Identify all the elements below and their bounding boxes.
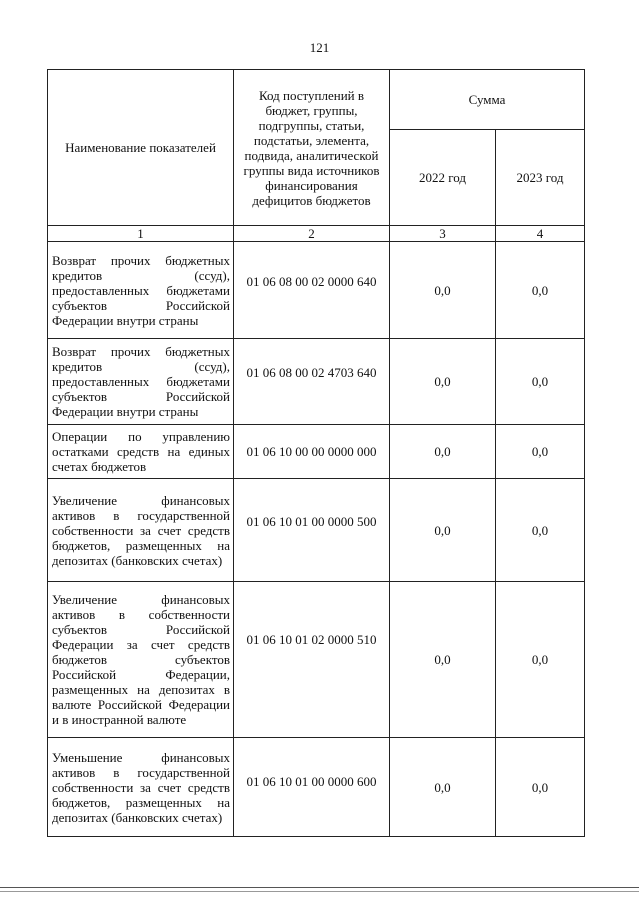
row-code: 01 06 10 01 02 0000 510 [234,582,390,738]
column-number-3: 3 [390,226,496,242]
scan-edge-line [0,891,639,892]
table-row [48,242,585,339]
table-row [48,582,585,738]
table-row [48,425,585,479]
row-value-2023: 0,0 [496,242,585,339]
row-value-2023: 0,0 [496,738,585,837]
page-number: 121 [309,40,330,55]
row-name: Операции по управлению остатками средств на единых счетах бюджетов [48,425,234,479]
header-sum-column: Сумма [390,70,585,130]
row-value-2023: 0,0 [496,425,585,479]
row-name: Возврат прочих бюджетных кредитов (ссуд), предоставленных бюджетами субъектов Российской Федерации внутри страны [48,242,234,339]
column-number-row [48,226,585,242]
row-value-2022: 0,0 [390,582,496,738]
row-value-2023: 0,0 [496,479,585,582]
row-name: Возврат прочих бюджетных кредитов (ссуд), предоставленных бюджетами субъектов Российской Федерации внутри страны [48,339,234,425]
column-number-4: 4 [496,226,585,242]
row-value-2022: 0,0 [390,242,496,339]
header-row-1 [48,70,585,130]
row-value-2022: 0,0 [390,339,496,425]
row-name: Увеличение финансовых активов в государственной собственности за счет средств бюджетов, размещенных на депозитах (банковских счетах) [48,479,234,582]
row-code: 01 06 08 00 02 4703 640 [234,339,390,425]
budget-sources-table [47,69,585,837]
column-number-1: 1 [48,226,234,242]
table-row [48,479,585,582]
header-name-column: Наименование показателей [48,70,234,226]
table-row [48,339,585,425]
table-row [48,738,585,837]
row-name: Уменьшение финансовых активов в государственной собственности за счет средств бюджетов, размещенных на депозитах (банковских счетах) [48,738,234,837]
row-code: 01 06 08 00 02 0000 640 [234,242,390,339]
row-code: 01 06 10 00 00 0000 000 [234,425,390,479]
row-value-2022: 0,0 [390,738,496,837]
header-code-column: Код поступлений в бюджет, группы, подгруппы, статьи, подстатьи, элемента, подвида, аналитической группы вида источников финансирования дефицитов бюджетов [234,70,390,226]
column-number-2: 2 [234,226,390,242]
row-value-2023: 0,0 [496,582,585,738]
row-name: Увеличение финансовых активов в собственности субъектов Российской Федерации за счет средств бюджетов субъектов Российской Федерации, размещенных на депозитах в валюте Российской Федерации и в иностранной валюте [48,582,234,738]
header-year-2023: 2023 год [496,130,585,226]
scan-edge-line [0,887,639,888]
row-value-2022: 0,0 [390,479,496,582]
row-value-2023: 0,0 [496,339,585,425]
row-code: 01 06 10 01 00 0000 500 [234,479,390,582]
row-value-2022: 0,0 [390,425,496,479]
header-year-2022: 2022 год [390,130,496,226]
row-code: 01 06 10 01 00 0000 600 [234,738,390,837]
